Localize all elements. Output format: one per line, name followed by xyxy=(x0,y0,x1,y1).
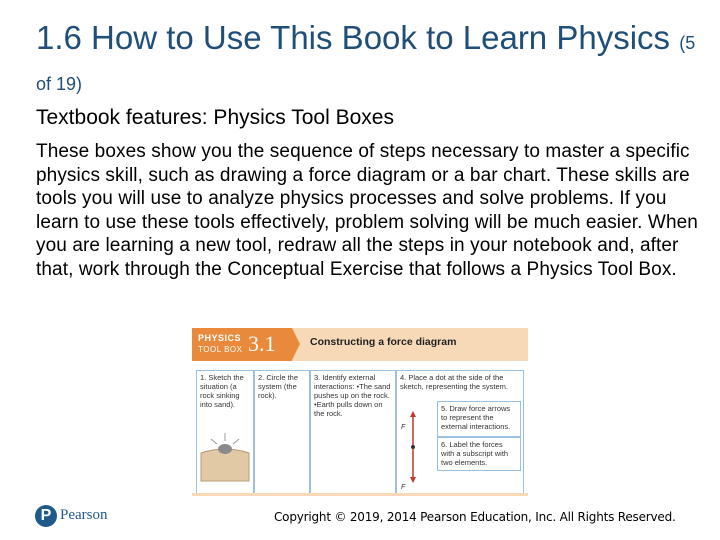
force-label-top: F xyxy=(401,424,406,431)
toolbox-step-5 xyxy=(437,401,521,437)
toolbox-step-4 xyxy=(396,370,524,494)
toolbox-step-1 xyxy=(196,370,254,494)
toolbox-toolbox-label: TOOL BOX xyxy=(198,345,243,354)
slide-title-text: 1.6 How to Use This Book to Learn Physics xyxy=(36,19,671,56)
pearson-logo-text: Pearson xyxy=(60,507,108,523)
toolbox-bottom-bar xyxy=(192,493,528,496)
toolbox-label xyxy=(192,328,292,361)
toolbox-physics-label: PHYSICS xyxy=(198,333,242,343)
toolbox-step-5-text: 5. Draw force arrows to represent the external interactions. xyxy=(441,404,511,431)
physics-toolbox-figure xyxy=(192,328,528,498)
pearson-logo-icon: P xyxy=(35,505,57,527)
pearson-logo xyxy=(35,505,125,531)
toolbox-step-2-text: 2. Circle the system (the rock). xyxy=(258,373,299,400)
toolbox-step-2 xyxy=(254,370,310,494)
force-label-bottom: F xyxy=(401,484,406,491)
toolbox-step-3 xyxy=(310,370,396,494)
force-diagram-icon xyxy=(399,407,435,487)
toolbox-arrow-icon xyxy=(292,328,300,360)
toolbox-step-6-text: 6. Label the forces with a subscript with two elements. xyxy=(441,440,509,467)
toolbox-step-3-text: 3. Identify external interactions: •The sand pushes up on the rock. •Earth pulls down on the rock. xyxy=(314,373,391,418)
slide-title xyxy=(36,20,696,102)
toolbox-steps xyxy=(196,370,524,494)
slide-counter: (5 of 19) xyxy=(36,33,696,94)
copyright-notice: Copyright © 2019, 2014 Pearson Education, Inc. All Rights Reserved. xyxy=(274,510,676,524)
toolbox-step-6 xyxy=(437,437,521,471)
slide-body: These boxes show you the sequence of steps necessary to master a specific physics skill, such as drawing a force diagram or a bar chart. These skills are tools you will use to analyze physics processes and solve problems. If you learn to use these tools effectively, problem solving will be much easier. When you are learning a new tool, redraw all the steps in your notebook and, after that, work through the Conceptual Exercise that follows a Physics Tool Box. xyxy=(36,141,698,280)
slide-subtitle: Textbook features: Physics Tool Boxes xyxy=(36,106,394,129)
toolbox-caption: Constructing a force diagram xyxy=(310,336,457,348)
rock-sketch-icon xyxy=(199,423,251,483)
toolbox-step-4-text: 4. Place a dot at the side of the sketch, representing the system. xyxy=(400,373,508,391)
toolbox-step-1-text: 1. Sketch the situation (a rock sinking into sand). xyxy=(200,373,244,409)
toolbox-number: 3.1 xyxy=(248,331,276,356)
